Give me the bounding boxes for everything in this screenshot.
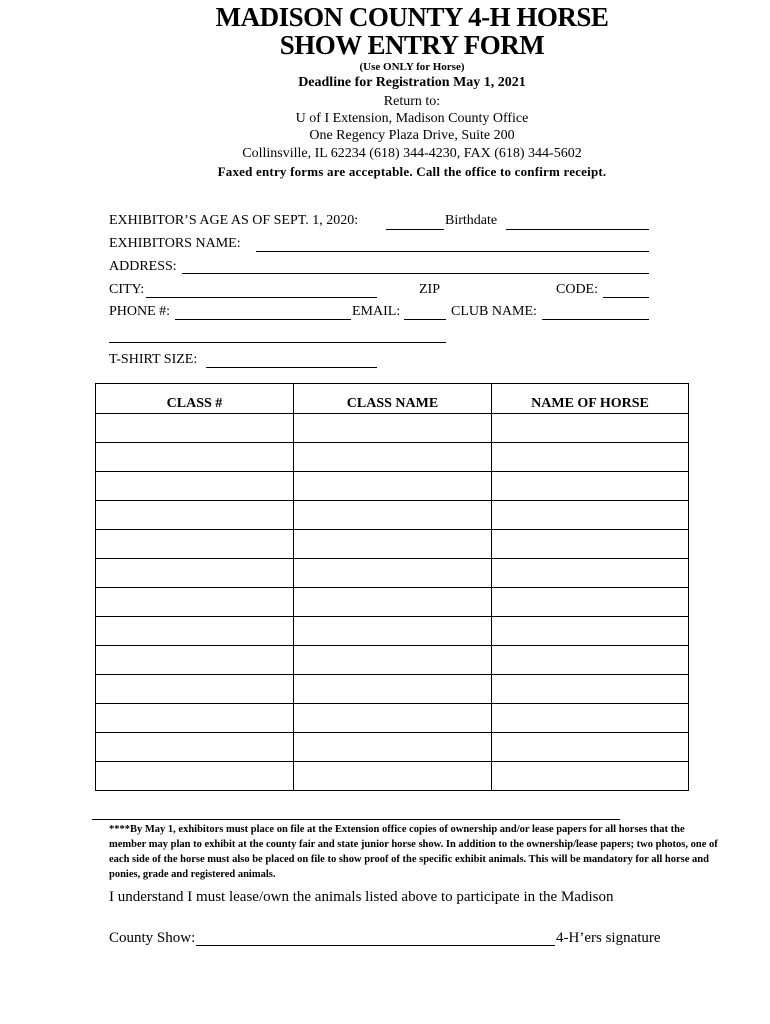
exhibitor-name-label: EXHIBITORS NAME: bbox=[109, 236, 241, 251]
age-input-line[interactable] bbox=[386, 229, 444, 230]
class-number-cell[interactable] bbox=[96, 617, 294, 646]
column-header-horse-name: NAME OF HORSE bbox=[492, 384, 689, 414]
table-body bbox=[96, 414, 689, 791]
class-number-cell[interactable] bbox=[96, 443, 294, 472]
email-continuation-line[interactable] bbox=[109, 342, 446, 343]
code-label: CODE: bbox=[556, 282, 598, 297]
table-row bbox=[96, 501, 689, 530]
phone-label: PHONE #: bbox=[109, 304, 171, 319]
class-name-cell[interactable] bbox=[294, 646, 492, 675]
tshirt-size-label: T-SHIRT SIZE: bbox=[109, 352, 198, 367]
horse-name-cell[interactable] bbox=[492, 675, 689, 704]
table-row bbox=[96, 733, 689, 762]
horse-name-cell[interactable] bbox=[492, 646, 689, 675]
class-name-cell[interactable] bbox=[294, 559, 492, 588]
class-name-cell[interactable] bbox=[294, 472, 492, 501]
class-number-cell[interactable] bbox=[96, 588, 294, 617]
horse-name-cell[interactable] bbox=[492, 617, 689, 646]
class-number-cell[interactable] bbox=[96, 704, 294, 733]
tshirt-size-input-line[interactable] bbox=[206, 367, 377, 368]
form-title-line2: SHOW ENTRY FORM bbox=[279, 30, 545, 60]
signature-label: 4-H’ers signature bbox=[556, 930, 661, 946]
class-number-cell[interactable] bbox=[96, 501, 294, 530]
class-name-cell[interactable] bbox=[294, 501, 492, 530]
table-row bbox=[96, 704, 689, 733]
horse-name-cell[interactable] bbox=[492, 472, 689, 501]
class-name-cell[interactable] bbox=[294, 617, 492, 646]
table-row bbox=[96, 559, 689, 588]
class-name-cell[interactable] bbox=[294, 733, 492, 762]
class-number-cell[interactable] bbox=[96, 414, 294, 443]
table-row bbox=[96, 530, 689, 559]
class-name-cell[interactable] bbox=[294, 762, 492, 791]
class-name-cell[interactable] bbox=[294, 704, 492, 733]
class-number-cell[interactable] bbox=[96, 646, 294, 675]
deadline-text: Deadline for Registration May 1, 2021 bbox=[298, 75, 526, 90]
table-row bbox=[96, 675, 689, 704]
class-number-cell[interactable] bbox=[96, 733, 294, 762]
birthdate-input-line[interactable] bbox=[506, 229, 649, 230]
age-label: EXHIBITOR’S AGE AS OF SEPT. 1, 2020: bbox=[109, 213, 359, 228]
return-to-label: Return to: bbox=[383, 94, 441, 109]
club-name-input-line[interactable] bbox=[542, 319, 649, 320]
table-row bbox=[96, 414, 689, 443]
class-number-cell[interactable] bbox=[96, 472, 294, 501]
city-input-line[interactable] bbox=[146, 297, 377, 298]
horse-name-cell[interactable] bbox=[492, 733, 689, 762]
exhibitor-name-input-line[interactable] bbox=[256, 251, 649, 252]
email-label: EMAIL: bbox=[352, 304, 401, 319]
zip-label: ZIP bbox=[419, 282, 440, 297]
note-divider bbox=[92, 819, 620, 820]
class-name-cell[interactable] bbox=[294, 588, 492, 617]
email-input-line[interactable] bbox=[404, 319, 446, 320]
horse-name-cell[interactable] bbox=[492, 762, 689, 791]
zip-code-input-line[interactable] bbox=[603, 297, 649, 298]
understand-statement: I understand I must lease/own the animals listed above to participate in the Madison bbox=[109, 889, 614, 905]
table-row bbox=[96, 617, 689, 646]
address-label: ADDRESS: bbox=[109, 259, 177, 274]
table-row bbox=[96, 762, 689, 791]
table-row bbox=[96, 472, 689, 501]
table-row bbox=[96, 646, 689, 675]
county-show-label: County Show: bbox=[109, 930, 196, 946]
office-name: U of I Extension, Madison County Office bbox=[295, 111, 529, 126]
class-name-cell[interactable] bbox=[294, 414, 492, 443]
class-number-cell[interactable] bbox=[96, 675, 294, 704]
column-header-class-number: CLASS # bbox=[96, 384, 294, 414]
club-name-label: CLUB NAME: bbox=[451, 304, 537, 319]
class-entry-table bbox=[95, 383, 689, 791]
faxed-note: Faxed entry forms are acceptable. Call the office to confirm receipt. bbox=[217, 164, 607, 179]
horse-name-cell[interactable] bbox=[492, 559, 689, 588]
table-row bbox=[96, 588, 689, 617]
phone-input-line[interactable] bbox=[175, 319, 351, 320]
column-header-class-name: CLASS NAME bbox=[294, 384, 492, 414]
birthdate-label: Birthdate bbox=[445, 213, 498, 228]
class-name-cell[interactable] bbox=[294, 443, 492, 472]
class-number-cell[interactable] bbox=[96, 530, 294, 559]
address-input-line[interactable] bbox=[182, 273, 649, 274]
class-number-cell[interactable] bbox=[96, 559, 294, 588]
horse-name-cell[interactable] bbox=[492, 443, 689, 472]
table-row bbox=[96, 443, 689, 472]
horse-name-cell[interactable] bbox=[492, 530, 689, 559]
form-title-line1: MADISON COUNTY 4-H HORSE bbox=[215, 2, 609, 32]
city-label: CITY: bbox=[109, 282, 145, 297]
horse-name-cell[interactable] bbox=[492, 414, 689, 443]
class-name-cell[interactable] bbox=[294, 675, 492, 704]
office-city-phone: Collinsville, IL 62234 (618) 344-4230, FAX (618) 344-5602 bbox=[242, 146, 582, 161]
table-header-row bbox=[96, 384, 689, 414]
horse-name-cell[interactable] bbox=[492, 588, 689, 617]
horse-name-cell[interactable] bbox=[492, 704, 689, 733]
class-number-cell[interactable] bbox=[96, 762, 294, 791]
ownership-note: ****By May 1, exhibitors must place on file at the Extension office copies of ownership and/or lease papers for all horses that the member may plan to exhibit at the county fair and state junior horse show. In addition to the ownership/lease papers; two photos, one of each side of the horse must also be placed on file to show proof of the specific exhibit animals. This will be mandatory for all horse and ponies, grade and registered animals. bbox=[109, 824, 718, 880]
class-name-cell[interactable] bbox=[294, 530, 492, 559]
use-only-note: (Use ONLY for Horse) bbox=[359, 61, 465, 73]
signature-input-line[interactable] bbox=[196, 945, 555, 946]
horse-name-cell[interactable] bbox=[492, 501, 689, 530]
office-street: One Regency Plaza Drive, Suite 200 bbox=[309, 128, 515, 143]
